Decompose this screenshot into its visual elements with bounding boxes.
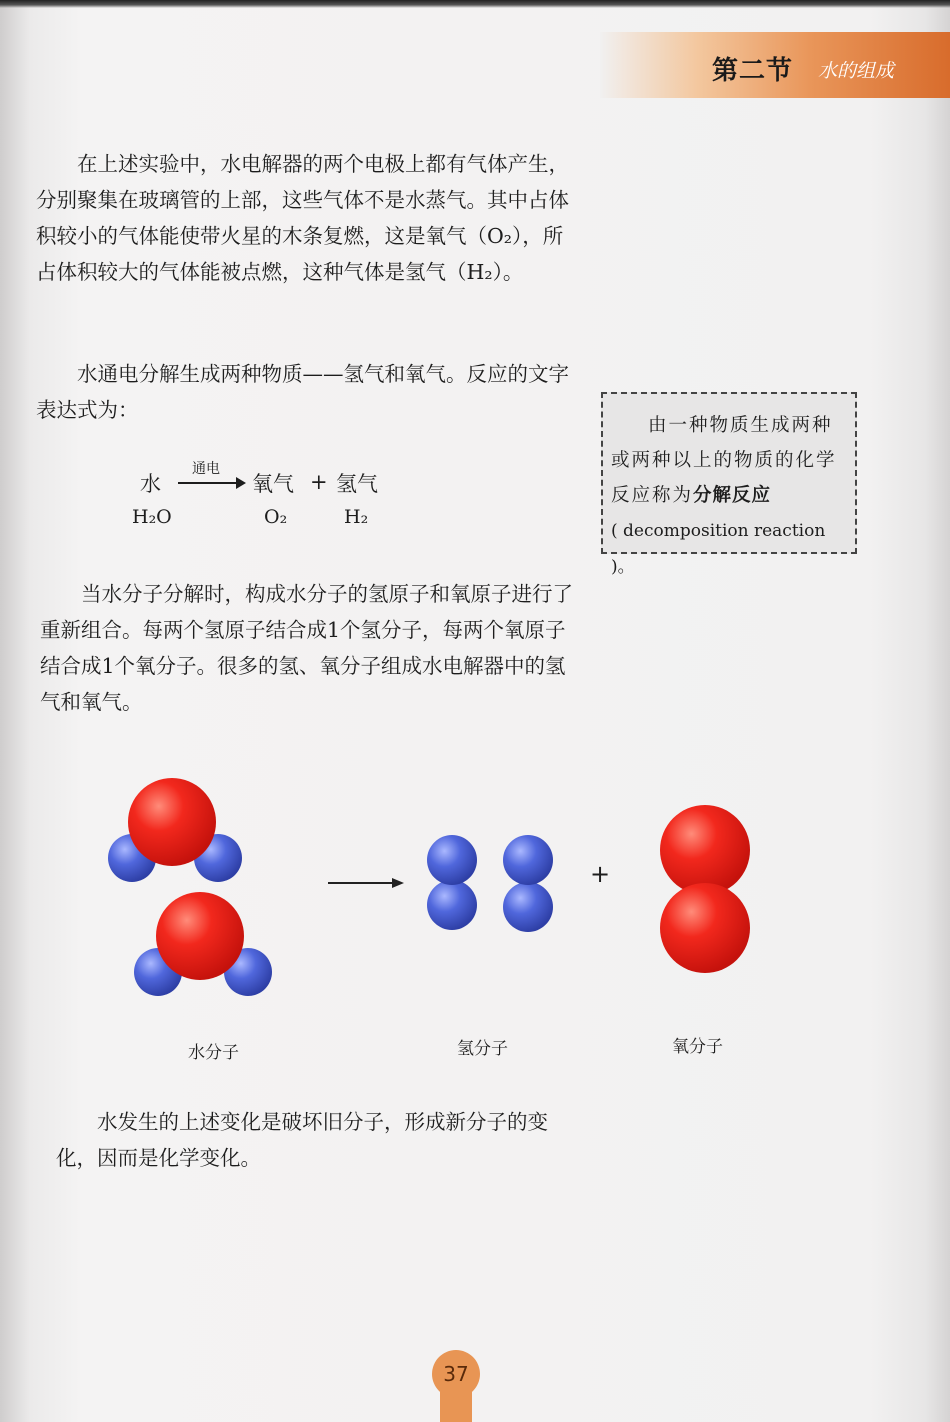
water-molecule-2 bbox=[134, 892, 272, 996]
oxygen-atom bbox=[660, 805, 750, 895]
eq-product-2: 氢气 bbox=[336, 472, 378, 496]
hydrogen-molecule-1 bbox=[427, 835, 477, 930]
eq-plus: + bbox=[310, 470, 328, 494]
definition-english: ( decomposition reaction )。 bbox=[611, 521, 826, 577]
caption-hydrogen-molecule: 氢分子 bbox=[457, 1039, 508, 1059]
caption-water-molecule: 水分子 bbox=[188, 1043, 239, 1063]
reaction-arrow-head bbox=[392, 878, 404, 888]
eq-product-2-formula: H₂ bbox=[344, 506, 369, 528]
paragraph-1: 在上述实验中，水电解器的两个电极上都有气体产生，分别聚集在玻璃管的上部，这些气体不是水蒸气。其中占体积较小的气体能使带火星的木条复燃，这是氧气（O₂），所占体积较大的气体能被点燃，这种气体是氢气（H₂）。 bbox=[36, 152, 569, 284]
oxygen-atom bbox=[660, 883, 750, 973]
hydrogen-atom bbox=[503, 835, 553, 885]
molecule-diagram bbox=[100, 770, 780, 1010]
hydrogen-molecule-2 bbox=[503, 835, 553, 932]
caption-oxygen-molecule: 氧分子 bbox=[672, 1037, 723, 1057]
section-subtitle: 水的组成 bbox=[818, 60, 895, 82]
section-title: 第二节 bbox=[712, 56, 794, 86]
oxygen-atom bbox=[156, 892, 244, 980]
definition-term: 分解反应 bbox=[693, 485, 772, 506]
paragraph-2: 水通电分解生成两种物质——氢气和氧气。反应的文字表达式为： bbox=[36, 362, 569, 422]
eq-condition: 通电 bbox=[192, 461, 220, 477]
oxygen-molecule bbox=[660, 805, 750, 973]
oxygen-atom bbox=[128, 778, 216, 866]
hydrogen-atom bbox=[427, 835, 477, 885]
definition-text: 由一种物质生成两种或两种以上的物质的化学反应称为 bbox=[611, 415, 837, 506]
page-number: 37 bbox=[432, 1350, 480, 1398]
page-top-edge bbox=[0, 0, 950, 8]
paragraph-3: 当水分子分解时，构成水分子的氢原子和氧原子进行了重新组合。每两个氢原子结合成1个氢分子，每两个氧原子结合成1个氧分子。很多的氢、氧分子组成水电解器中的氢气和氧气。 bbox=[40, 582, 573, 714]
plus-sign: + bbox=[590, 860, 611, 888]
eq-reactant-formula: H₂O bbox=[132, 506, 172, 528]
eq-reactant: 水 bbox=[140, 472, 161, 496]
eq-arrow-head bbox=[236, 477, 246, 489]
eq-product-1: 氧气 bbox=[252, 472, 294, 496]
eq-arrow bbox=[178, 482, 238, 484]
eq-product-1-formula: O₂ bbox=[264, 506, 288, 528]
hydrogen-atom bbox=[427, 880, 477, 930]
hydrogen-atom bbox=[503, 882, 553, 932]
paragraph-4: 水发生的上述变化是破坏旧分子，形成新分子的变化，因而是化学变化。 bbox=[56, 1110, 548, 1170]
word-equation bbox=[132, 458, 400, 538]
water-molecule-1 bbox=[108, 778, 242, 882]
definition-box bbox=[601, 392, 857, 577]
